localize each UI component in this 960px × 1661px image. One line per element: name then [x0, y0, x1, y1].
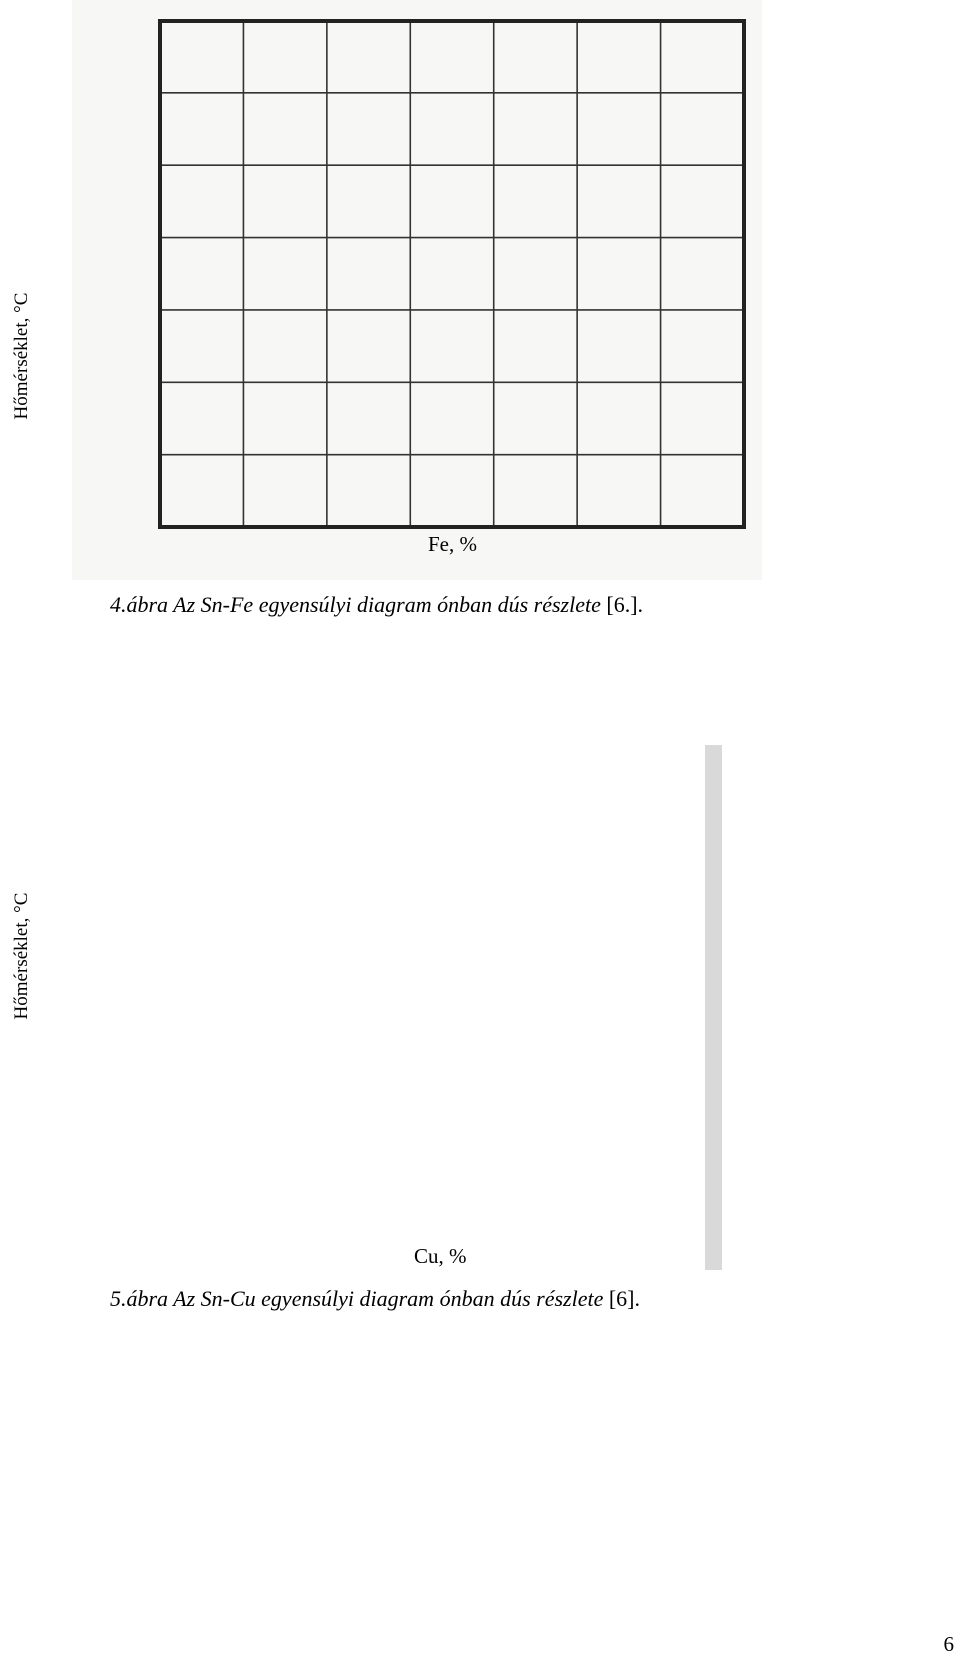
sn-fe-diagram-svg [72, 0, 762, 580]
y-axis-side-label-2: Hőmérséklet, °C [11, 892, 32, 1020]
page-number: 6 [943, 1632, 954, 1656]
sn-fe-diagram [72, 0, 762, 580]
y-axis-side-label-1: Hőmérséklet, °C [11, 292, 32, 420]
sn-cu-diagram [130, 745, 722, 1270]
sn-cu-diagram-svg [130, 745, 722, 1270]
caption-ref-1: [6.]. [600, 592, 644, 617]
figure-caption-1 [110, 592, 643, 618]
caption-text-1: 4.ábra Az Sn-Fe egyensúlyi diagram ónban dús részlete [110, 592, 601, 617]
caption-text-2: 5.ábra Az Sn-Cu egyensúlyi diagram ónban dús részlete [110, 1286, 604, 1311]
x-axis-title-1: Fe, % [428, 532, 477, 556]
figure-caption-2 [110, 1286, 640, 1312]
x-axis-title-2: Cu, % [414, 1244, 467, 1268]
caption-ref-2: [6]. [603, 1286, 640, 1311]
